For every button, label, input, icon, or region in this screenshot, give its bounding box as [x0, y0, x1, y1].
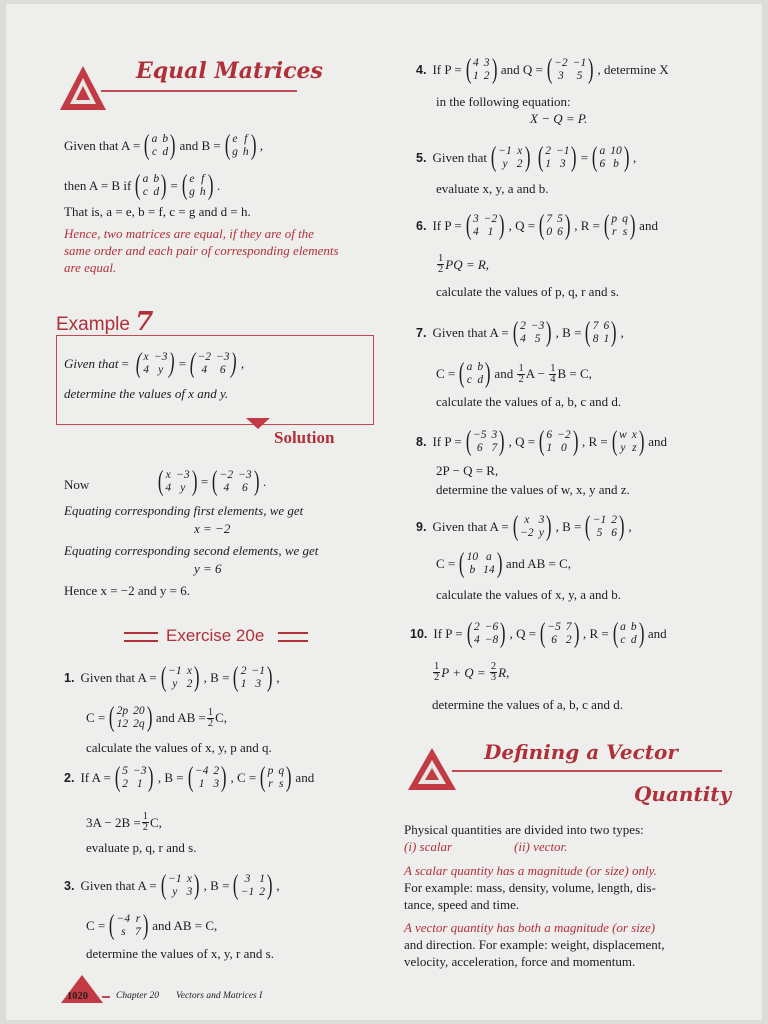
- now-equation: ( x −3 4 y ) = ( −2 −3 4 6 ) .: [157, 466, 267, 497]
- question-1-calc: calculate the values of x, y, p and q.: [86, 740, 272, 755]
- question-3: 3. Given that A = ( −1 x y 3 ) , B = ( 3 1 −1 2 ) ,: [64, 870, 280, 901]
- now-label: Now: [64, 477, 90, 492]
- question-7-calc: calculate the values of a, b, c and d.: [436, 394, 622, 409]
- question-6: 6. If P = ( 3 −2 4 1 ) , Q = ( 7 5 0 6 ) , R = ( p q r s ) and: [416, 210, 658, 241]
- question-6-calc: calculate the values of p, q, r and s.: [436, 284, 620, 299]
- question-2-eq: 3A − 2B = $\frac{1}{2}$ C,: [86, 811, 162, 833]
- question-4-eq: X − Q = P.: [530, 111, 588, 126]
- vector-line-2: and direction. For example: weight, displacement,: [404, 937, 665, 952]
- y-equals: y = 6: [194, 561, 222, 576]
- solution-marker-icon: [246, 418, 270, 430]
- question-9: 9. Given that A = ( x 3 −2 y ) , B = ( −1 2 5 6 ) ,: [416, 511, 632, 542]
- scalar-line-2: For example: mass, density, volume, length, dis-: [404, 880, 656, 895]
- question-3-c: C = ( −4 r s 7 ) and AB = C,: [86, 910, 218, 941]
- question-8-det: determine the values of w, x, y and z.: [436, 482, 630, 497]
- equating-second: Equating corresponding second elements, we get: [64, 543, 319, 558]
- section-title-equal-matrices: Equal Matrices: [136, 58, 323, 84]
- question-1-c: C = ( 2p 20 12 2q ) and AB = $\frac{1}{2}$ C,: [86, 702, 228, 733]
- question-10-eq: $\frac{1}{2}$ P + Q = $\frac{2}{3}$ R,: [434, 661, 510, 683]
- that-is-text: That is, a = e, b = f, c = g and d = h.: [64, 204, 251, 219]
- question-8-eq: 2P − Q = R,: [436, 463, 499, 478]
- page-number: 1020: [67, 991, 88, 1002]
- type-scalar: (i) scalar: [404, 839, 453, 854]
- question-7-c: C = ( a b c d ) and $\frac{1}{2}$ A − $\frac{1}{4}$ B = C,: [436, 358, 592, 389]
- given-a-b: Given that A = ( a b c d ) and B = ( e f g h ) ,: [64, 130, 264, 161]
- question-5-eval: evaluate x, y, a and b.: [436, 181, 549, 196]
- hence-line-2: same order and each pair of corresponding elements: [64, 243, 339, 258]
- exercise-title: Exercise 20e: [166, 626, 265, 645]
- question-6-eq: $\frac{1}{2}$ PQ = R,: [438, 253, 490, 275]
- vector-pyramid-icon: [406, 746, 458, 792]
- question-3-det: determine the values of x, y, r and s.: [86, 946, 274, 961]
- question-5: 5. Given that ( −1 x y 2 ) ( 2 −1 1 3 ) = ( a 10 6 b ) ,: [416, 142, 637, 173]
- vector-line-1: A vector quantity has both a magnitude (or size): [404, 920, 656, 935]
- question-2: 2. If A = ( 5 −3 2 1 ) , B = ( −4 2 1 3 ) , C = ( p q r s ) and: [64, 762, 315, 793]
- vector-title-1: Defining a Vector: [484, 740, 678, 764]
- title-rule: [101, 90, 297, 92]
- footer-chapter-title: Vectors and Matrices I: [176, 991, 263, 1001]
- vector-title-2: Quantity: [634, 782, 732, 806]
- equating-first: Equating corresponding first elements, we get: [64, 503, 304, 518]
- question-9-c: C = ( 10 a b 14 ) and AB = C,: [436, 548, 572, 579]
- hence-line-1: Hence, two matrices are equal, if they are of the: [64, 226, 314, 241]
- question-7: 7. Given that A = ( 2 −3 4 5 ) , B = ( 7 6 8 1 ) ,: [416, 317, 624, 348]
- example-determine: determine the values of x and y.: [64, 386, 229, 401]
- question-9-calc: calculate the values of x, y, a and b.: [436, 587, 622, 602]
- question-8: 8. If P = ( −5 3 6 7 ) , Q = ( 6 −2 1 0 ) , R = ( w x y z ) and: [416, 426, 667, 457]
- example-box: [56, 335, 374, 425]
- example-label: Example 7: [56, 307, 154, 337]
- then-a-equals-b: then A = B if ( a b c d ) = ( e f g h ) .: [64, 170, 221, 201]
- hence-line-3: are equal.: [64, 260, 117, 275]
- vector-line-3: velocity, acceleration, force and momentum.: [404, 954, 636, 969]
- question-2-eval: evaluate p, q, r and s.: [86, 840, 197, 855]
- vector-title-rule: [452, 770, 722, 772]
- pyramid-logo-icon: [58, 64, 108, 112]
- hence-x-y: Hence x = −2 and y = 6.: [64, 583, 190, 598]
- footer-rule: [102, 996, 110, 998]
- question-4: 4. If P = ( 4 3 1 2 ) and Q = ( −2 −1 3 5 ) , determine X: [416, 54, 669, 85]
- scalar-line-3: tance, speed and time.: [404, 897, 520, 912]
- textbook-page: [6, 4, 762, 1020]
- exercise-rule-right: [278, 632, 308, 642]
- question-4-in: in the following equation:: [436, 94, 571, 109]
- solution-label: Solution: [274, 428, 335, 447]
- example-given: Given that = ( x −3 4 y ) = ( −2 −3 4 6 ) ,: [64, 348, 245, 379]
- type-vector: (ii) vector.: [514, 839, 568, 854]
- question-1: 1. Given that A = ( −1 x y 2 ) , B = ( 2 −1 1 3 ) ,: [64, 662, 280, 693]
- x-equals: x = −2: [194, 521, 231, 536]
- scalar-line-1: A scalar quantity has a magnitude (or size) only.: [404, 863, 657, 878]
- footer-chapter: Chapter 20: [116, 991, 160, 1001]
- question-10: 10. If P = ( 2 −6 4 −8 ) , Q = ( −5 7 6 2 ) , R = ( a b c d ) and: [410, 618, 667, 649]
- exercise-rule-left: [124, 632, 158, 642]
- question-10-det: determine the values of a, b, c and d.: [432, 697, 623, 712]
- physical-quantities: Physical quantities are divided into two types:: [404, 822, 644, 837]
